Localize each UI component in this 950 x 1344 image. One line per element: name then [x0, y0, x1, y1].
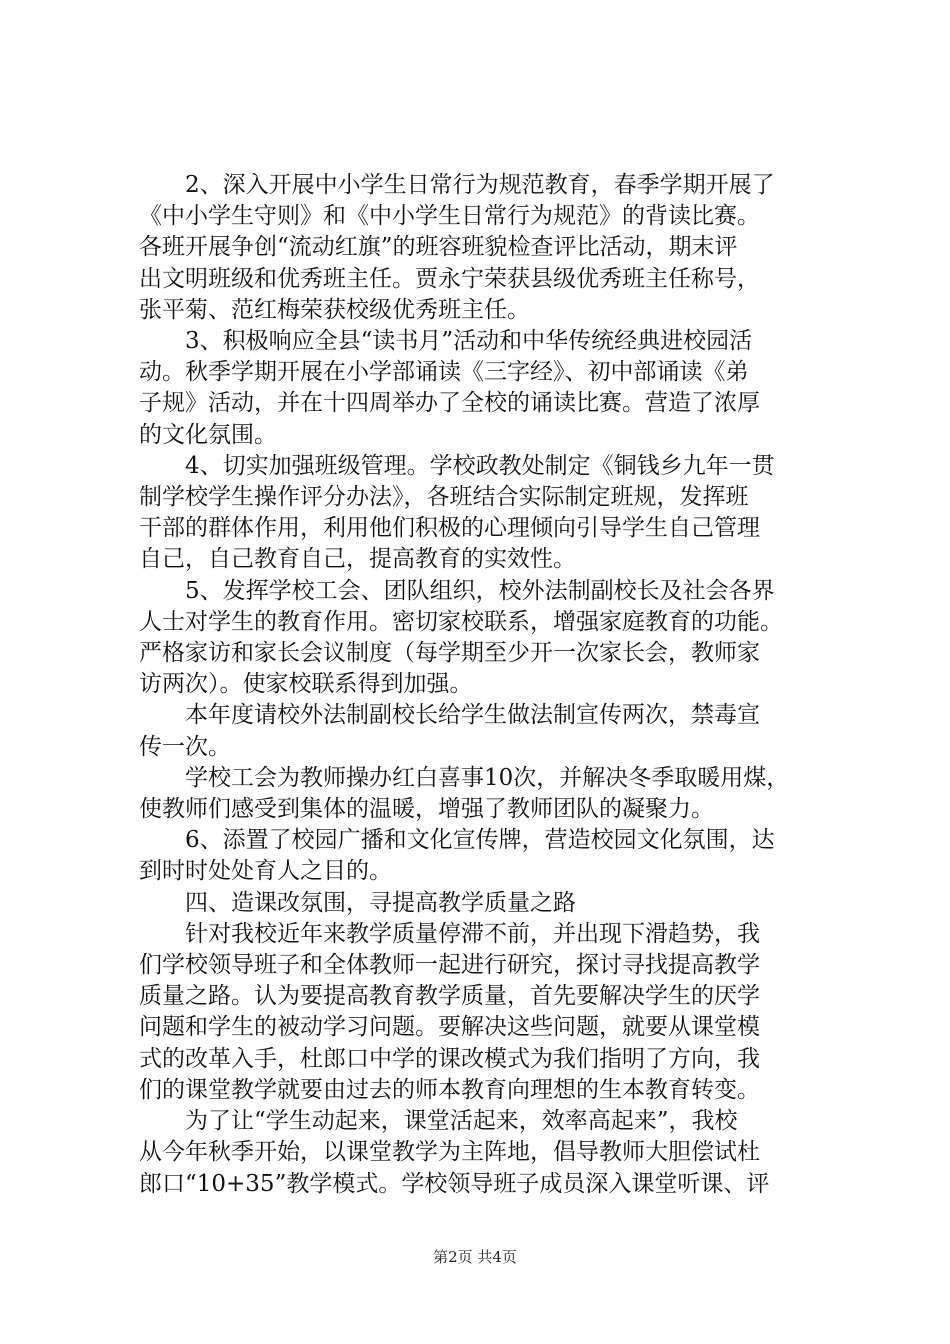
paragraph-class-management: 4、切实加强班级管理。学校政教处制定《铜钱乡九年一贯 制学校学生操作评分办法》，各班结合实际制定班规，发挥班 干部的群体作用，利用他们积极的心理倾向引导学生自己管理 自己，自己教育自己，提高教育的实效性。 [139, 452, 775, 573]
paragraph-classroom-model: 为了让“学生动起来，课堂活起来，效率高起来”，我校 从今年秋季开始，以课堂教学为主阵地，倡导教师大胆偿试杜 郎口“10+35”教学模式。学校领导班子成员深入课堂听课、评 [139, 1108, 770, 1197]
paragraph-teaching-quality: 针对我校近年来教学质量停滞不前，并出现下滑趋势，我 们学校领导班子和全体教师一起进行研究，探讨寻找提高教学 质量之路。认为要提高教育教学质量，首先要解决学生的厌学 问题和学生的被动学习问题。要解决这些问题，就要从课堂模 式的改革入手，杜郎口中学的课改模式为我们指明了方向，我 们的课堂教学就要由过去的师本教育向理想的生本教育转变。 [139, 920, 760, 1103]
document-body [139, 170, 839, 1200]
paragraph-union-role: 5、发挥学校工会、团队组织，校外法制副校长及社会各界 人士对学生的教育作用。密切家校联系，增强家庭教育的功能。 严格家访和家长会议制度（每学期至少开一次家长会，教师家 访两次）。使家校联系得到加强。 [139, 577, 783, 698]
paragraph-behavior-education: 2、深入开展中小学生日常行为规范教育，春季学期开展了 《中小学生守则》和《中小学生日常行为规范》的背读比赛。 各班开展争创“流动红旗”的班容班貌检查评比活动，期末评 出文明班级和优秀班主任。贾永宁荣获县级优秀班主任称号， 张平菊、范红梅荣获校级优秀班主任。 [139, 172, 775, 323]
paragraph-campus-culture: 6、添置了校园广播和文化宣传牌，营造校园文化氛围，达 到时时处处育人之目的。 [139, 827, 775, 885]
paragraph-legal-publicity: 本年度请校外法制副校长给学生做法制宣传两次，禁毒宣 传一次。 [139, 702, 760, 760]
paragraph-union-support: 学校工会为教师操办红白喜事10次，并解决冬季取暖用煤， 使教师们感受到集体的温暖，增强了教师团队的凝聚力。 [139, 764, 790, 823]
section-heading-curriculum-reform: 四、造课改氛围，寻提高教学质量之路 [185, 889, 576, 916]
page-number-footer: 第2页 共4页 [433, 1248, 517, 1266]
paragraph-reading-month: 3、积极响应全县“读书月”活动和中华传统经典进校园活 动。秋季学期开展在小学部诵读《三字经》、初中部诵读《弟 子规》活动，并在十四周举办了全校的诵读比赛。营造了浓厚 的文化氛围。 [139, 328, 760, 448]
